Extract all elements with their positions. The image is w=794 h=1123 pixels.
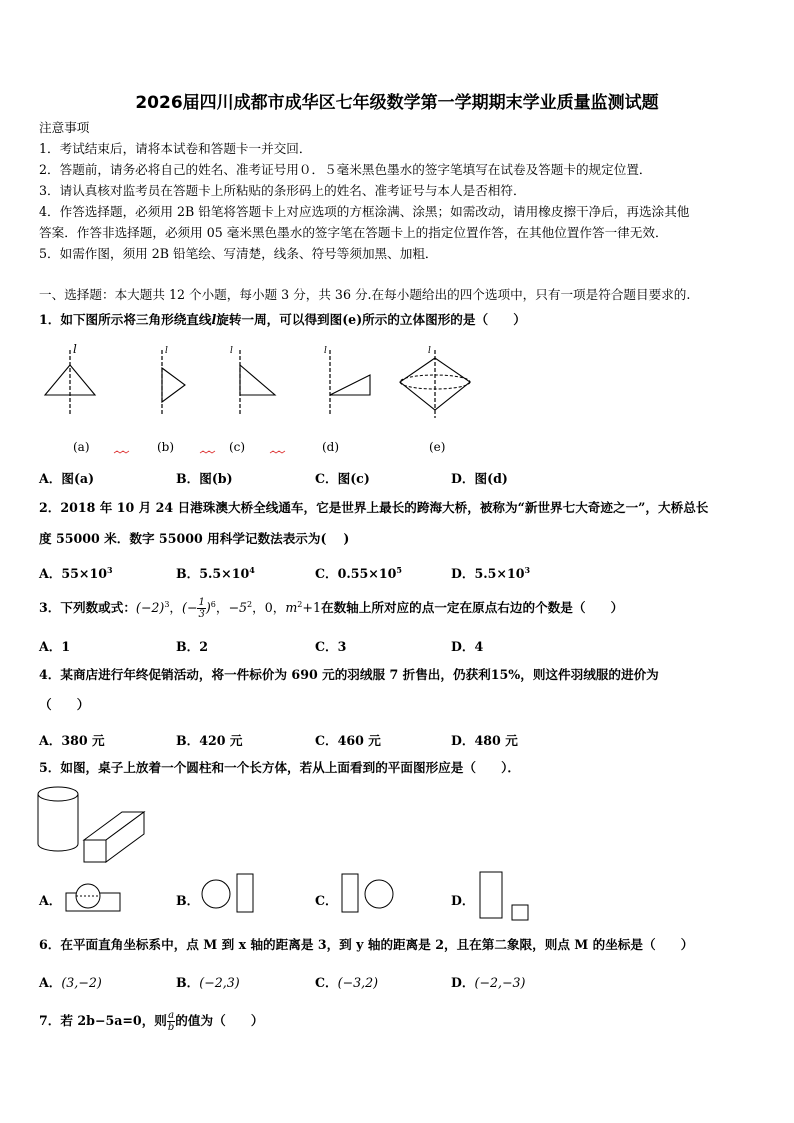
figure-d bbox=[324, 346, 370, 415]
option-b-figure bbox=[200, 872, 260, 917]
option-value: (3,−2) bbox=[61, 975, 102, 990]
option-c[interactable] bbox=[315, 563, 402, 582]
axis-label: l bbox=[73, 342, 77, 356]
notice-item: 1．考试结束后，请将本试卷和答题卡一并交回． bbox=[39, 141, 312, 156]
option-a[interactable]: A．380 元 bbox=[39, 733, 105, 748]
option-value: (−3,2) bbox=[337, 975, 379, 990]
option-d[interactable]: D．图(d) bbox=[451, 471, 508, 486]
expr-2-open: (− bbox=[182, 600, 198, 615]
expr-2-close: ) bbox=[205, 600, 211, 615]
exponent: 6 bbox=[210, 599, 216, 609]
option-c[interactable] bbox=[315, 972, 378, 991]
exponent: 3 bbox=[164, 599, 170, 609]
question-6-stem: 6．在平面直角坐标系中，点 M 到 x 轴的距离是 3，到 y 轴的距离是 2，且在第二象限，则点 M 的坐标是（ ） bbox=[39, 937, 694, 952]
option-label: A． bbox=[39, 975, 62, 990]
question-3-suffix: 在数轴上所对应的点一定在原点右边的个数是（ ） bbox=[320, 600, 624, 615]
question-4-line2: （ ） bbox=[39, 697, 90, 712]
option-c-figure bbox=[340, 872, 400, 917]
question-1-stem bbox=[39, 312, 526, 328]
exponent: 4 bbox=[249, 564, 255, 575]
fraction bbox=[197, 597, 205, 620]
question-7-stem-b: 的值为（ ） bbox=[175, 1013, 264, 1028]
notice-item: 2．答题前，请务必将自己的姓名、准考证号用０．５毫米黑色墨水的签字笔填写在试卷及答题卡的规定位置． bbox=[39, 162, 652, 177]
figure-a bbox=[45, 342, 95, 415]
question-3-stem: 3．下列数或式：$(-2)^3$，(− $\frac{1}{3}$ )$^6$，$-5^2$，0，$m^2+1$在数轴上所对应的点一定在原点右边的个数是（ ） bbox=[39, 597, 624, 620]
option-label: D． bbox=[451, 566, 475, 581]
question-1-figures bbox=[30, 340, 500, 430]
option-c[interactable]: C．图(c) bbox=[315, 471, 370, 486]
option-a[interactable] bbox=[39, 972, 102, 991]
option-b[interactable]: B．2 bbox=[176, 639, 209, 654]
axis-label: l bbox=[165, 346, 168, 356]
option-a[interactable]: A．1 bbox=[39, 639, 71, 654]
section-heading: 一、选择题：本大题共 12 个小题，每小题 3 分，共 36 分.在每小题给出的四个选项中，只有一项是符合题目要求的. bbox=[39, 287, 691, 302]
option-value: (−2,3) bbox=[199, 975, 240, 990]
option-value: 5.5×10 bbox=[474, 566, 525, 581]
question-2-line2: 度 55000 米．数字 55000 用科学记数法表示为( ) bbox=[39, 531, 350, 546]
expr-1: (−2) bbox=[135, 600, 165, 615]
option-label: C． bbox=[315, 975, 338, 990]
option-d-figure bbox=[478, 870, 538, 925]
option-value: 5.5×10 bbox=[199, 566, 250, 581]
figure-label: (e) bbox=[429, 440, 446, 454]
option-d[interactable] bbox=[451, 972, 525, 991]
option-d[interactable]: D． bbox=[451, 893, 475, 908]
question-7-stem-a: 7．若 2b−5a=0，则 bbox=[39, 1013, 167, 1028]
question-3-prefix: 3．下列数或式： bbox=[39, 600, 136, 615]
axis-label: l bbox=[324, 346, 327, 356]
spellcheck-squiggles bbox=[112, 450, 292, 456]
option-d[interactable] bbox=[451, 563, 530, 582]
denominator: b bbox=[167, 1022, 175, 1033]
option-label: C． bbox=[315, 566, 338, 581]
option-a[interactable] bbox=[39, 563, 113, 582]
figure-label: (a) bbox=[73, 440, 90, 454]
numerator: 1 bbox=[198, 597, 205, 608]
figure-c bbox=[230, 346, 275, 415]
axis-label: l bbox=[428, 346, 431, 356]
option-label: A． bbox=[39, 566, 62, 581]
figure-label: (d) bbox=[322, 440, 340, 454]
option-c[interactable]: C． bbox=[315, 893, 338, 908]
notice-item: 3．请认真核对监考员在答题卡上所粘贴的条形码上的姓名、准考证号与本人是否相符． bbox=[39, 183, 526, 198]
question-1-stem-b: 旋转一周，可以得到图(e)所示的立体图形的是（ ） bbox=[216, 312, 526, 327]
figure-b bbox=[162, 346, 185, 415]
exponent: 3 bbox=[524, 564, 531, 575]
axis-symbol: l bbox=[211, 312, 217, 327]
option-a[interactable]: A．图(a) bbox=[39, 471, 95, 486]
exponent: 2 bbox=[297, 599, 303, 609]
page-title: 2026届四川成都市成华区七年级数学第一学期期末学业质量监测试题 bbox=[135, 93, 659, 113]
axis-label: l bbox=[230, 346, 233, 356]
exponent: 5 bbox=[396, 564, 402, 575]
option-d[interactable]: D．4 bbox=[451, 639, 484, 654]
option-a[interactable]: A． bbox=[39, 893, 62, 908]
option-label: B． bbox=[176, 975, 200, 990]
option-value: 0.55×10 bbox=[337, 566, 397, 581]
expr-5-tail: +1 bbox=[302, 600, 321, 615]
exponent: 2 bbox=[247, 599, 253, 609]
option-value: 55×10 bbox=[61, 566, 107, 581]
option-value: (−2,−3) bbox=[474, 975, 526, 990]
notice-item: 答案．作答非选择题，必须用 05 毫米黑色墨水的签字笔在答题卡上的指定位置作答，在其他位置作答一律无效． bbox=[39, 225, 668, 240]
denominator: 3 bbox=[198, 609, 205, 620]
expr-5-base: m bbox=[285, 600, 298, 615]
question-5-stem: 5．如图，桌子上放着一个圆柱和一个长方体，若从上面看到的平面图形应是（ ）． bbox=[39, 760, 521, 775]
question-1-stem-a: 1．如下图所示将三角形绕直线 bbox=[39, 312, 212, 327]
question-7-stem bbox=[39, 1010, 263, 1033]
figure-label: (c) bbox=[229, 440, 246, 454]
notice-item: 5．如需作图，须用 2B 铅笔绘、写清楚，线条、符号等须加黑、加粗． bbox=[39, 246, 438, 261]
numerator: a bbox=[168, 1010, 175, 1021]
notice-heading: 注意事项 bbox=[39, 120, 90, 135]
option-label: B． bbox=[176, 566, 200, 581]
question-4-line1: 4．某商店进行年终促销活动，将一件标价为 690 元的羽绒服 7 折售出，仍获利15%，则这件羽绒服的进价为 bbox=[39, 667, 659, 682]
option-b[interactable]: B．420 元 bbox=[176, 733, 243, 748]
expr-4: 0 bbox=[264, 600, 273, 615]
question-2-line1: 2．2018 年 10 月 24 日港珠澳大桥全线通车，它是世界上最长的跨海大桥，被称为“新世界七大奇迹之一”，大桥总长 bbox=[39, 500, 709, 515]
option-label: D． bbox=[451, 975, 475, 990]
option-a-figure bbox=[64, 880, 124, 915]
figure-label: (b) bbox=[157, 440, 175, 454]
notice-item: 4．作答选择题，必须用 2B 铅笔将答题卡上对应选项的方框涂满、涂黑；如需改动，请用橡皮擦干净后，再选涂其他 bbox=[39, 204, 690, 219]
exponent: 3 bbox=[106, 564, 113, 575]
question-5-figure bbox=[36, 782, 146, 867]
option-b[interactable]: B． bbox=[176, 893, 200, 908]
option-b[interactable] bbox=[176, 972, 240, 991]
expr-3: −5 bbox=[228, 600, 248, 615]
figure-e bbox=[400, 346, 470, 418]
option-c[interactable]: C．3 bbox=[315, 639, 347, 654]
option-b[interactable]: B．图(b) bbox=[176, 471, 233, 486]
option-c[interactable]: C．460 元 bbox=[315, 733, 381, 748]
option-d[interactable]: D．480 元 bbox=[451, 733, 518, 748]
option-b[interactable] bbox=[176, 563, 255, 582]
